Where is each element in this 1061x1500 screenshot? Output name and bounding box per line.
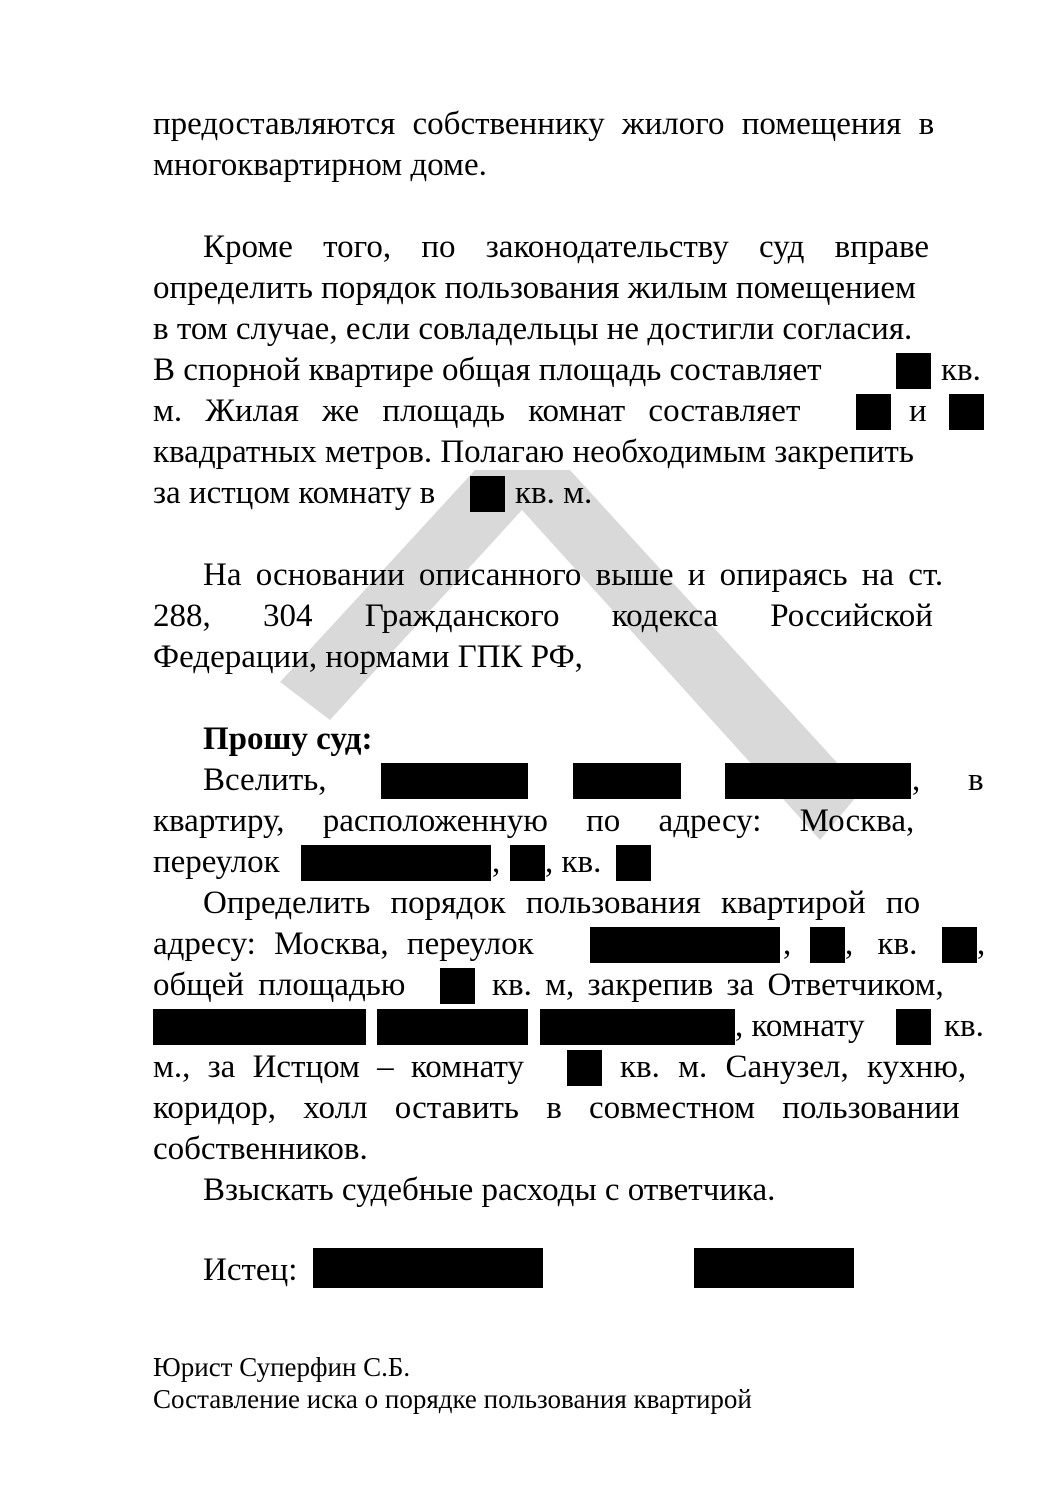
p1-line-1: предоставляются собственнику жилого помещения в: [153, 106, 935, 142]
request-section: [153, 719, 984, 1211]
redaction-box: [725, 763, 911, 799]
redaction-box: [301, 845, 491, 881]
redaction-box: [590, 927, 780, 963]
p2-line-2: определить порядок пользования жилым помещением: [153, 270, 916, 306]
paragraph-1: [153, 104, 984, 186]
p2-line-7: за истцом комнату в кв. м.: [153, 475, 593, 511]
redaction-box: [573, 763, 681, 799]
redaction-box: [856, 394, 891, 430]
footer-caption: Составление иска о порядке пользования квартирой: [153, 1384, 752, 1414]
redaction-box: [567, 1050, 602, 1086]
item2-line-1: Определить порядок пользования квартирой по: [203, 885, 921, 921]
redaction-box: [510, 845, 545, 881]
redaction-box: [896, 353, 931, 389]
request-heading: Прошу суд:: [203, 721, 373, 757]
redaction-box: [810, 927, 845, 963]
item1-line-1: Вселить, , в: [203, 762, 984, 798]
plaintiff-signature-line: [153, 1250, 984, 1291]
item2-line-7: собственников.: [153, 1131, 368, 1167]
p2-line-5: м. Жилая же площадь комнат составляет и: [153, 391, 984, 432]
redaction-box: [896, 1009, 931, 1045]
p3-line-2: 288, 304 Гражданского кодекса Российской: [153, 598, 933, 634]
redaction-box: [540, 1009, 735, 1045]
paragraph-3: [153, 555, 984, 678]
redaction-box: [313, 1248, 543, 1288]
redaction-box: [949, 394, 984, 430]
redaction-box: [377, 1009, 528, 1045]
redaction-box: [440, 968, 475, 1004]
p3-line-3: Федерации, нормами ГПК РФ,: [153, 639, 583, 675]
p2-line-4: В спорной квартире общая площадь составляет кв.: [153, 352, 981, 388]
redaction-box: [616, 845, 651, 881]
redaction-box: [153, 1009, 366, 1045]
redaction-box: [942, 927, 977, 963]
p3-line-1: На основании описанного выше и опираясь на ст.: [203, 557, 944, 593]
p2-line-6: квадратных метров. Полагаю необходимым закрепить: [153, 434, 914, 470]
p2-line-1: Кроме того, по законодательству суд вправе: [203, 229, 930, 265]
p1-line-2: многоквартирном доме.: [153, 147, 487, 183]
item1-line-2: квартиру, расположенную по адресу: Москва,: [153, 803, 915, 839]
item2-line-3: общей площадью кв. м, закрепив за Ответчиком,: [153, 967, 944, 1003]
redaction-box: [381, 763, 528, 799]
p2-line-3: в том случае, если совладельцы не достигли согласия.: [153, 311, 913, 347]
item2-line-6: коридор, холл оставить в совместном пользовании: [153, 1090, 960, 1126]
plaintiff-label: Истец:: [203, 1252, 298, 1288]
item1-line-3: переулок , , кв.: [153, 842, 984, 883]
item2-line-5: м., за Истцом – комнату кв. м. Санузел, кухню,: [153, 1049, 967, 1085]
item2-line-2: адресу: Москва, переулок , , кв. ,: [153, 926, 986, 962]
footer: [153, 1351, 984, 1415]
footer-author: Юрист Суперфин С.Б.: [153, 1352, 411, 1382]
redaction-box: [694, 1248, 854, 1288]
redaction-box: [470, 476, 505, 512]
item2-line-4: , комнату кв.: [153, 1006, 984, 1047]
item3-line: Взыскать судебные расходы с ответчика.: [203, 1172, 776, 1208]
paragraph-2: [153, 227, 984, 514]
